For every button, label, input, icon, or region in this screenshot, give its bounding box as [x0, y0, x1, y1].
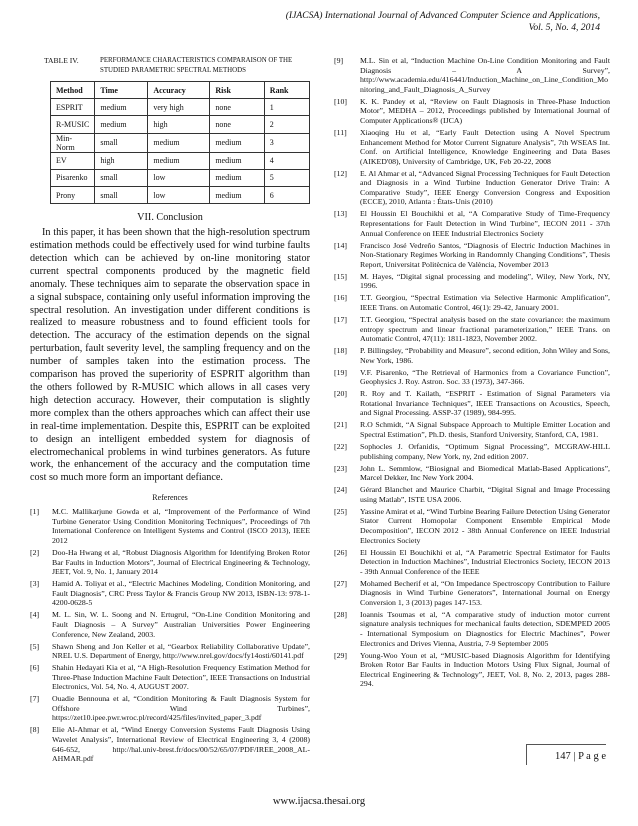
reference-item — [334, 209, 610, 238]
footer-vertical-divider — [526, 745, 527, 765]
conclusion-text: In this paper, it has been shown that the high-resolution spectrum estimation methods could be effectively used for wind turbine faults detection which can be achieved by on-line monitoring stator current spectral components produced by the magnetic field anomaly. These techniques aim to separate the observation space in a signal subspace, containing only useful information improving the spectral resolution. An investigation under different conditions is realized to measure robustness and to found efficient tools for detection. The accuracy of the estimation depends on the signal perturbation, fault severity level, the sampling frequency and on the number of samples taken into the estimation process. The comparison has proved the superiority of ESPRIT algorithm than the others followed by R-MUSIC which allows in all cases very high detection accuracy. However, their computation is slightly more complex than the others approaches which can affect their use in real-time implementation. Despite this, ESPRIT can be exploited to design an intelligent embedded system for diagnosis of electromechanical problems in wind turbines generators. As future work, the enhancement of the accuracy and the computation time cost so much more form an important defiance. — [30, 227, 310, 484]
reference-number: [9] — [334, 56, 344, 65]
table-header-cell: Method — [51, 82, 95, 99]
reference-number: [20] — [334, 389, 347, 399]
reference-text: M.C. Mallikarjune Gowda et al, “Improvement of the Performance of Wind Turbine Generator Using Condition Monitoring Techniques”, Proceedings of 7th International Conference on Intelligent Systems and Control (ISCO 2013), IEEE 2012 — [52, 507, 310, 546]
reference-item — [334, 97, 610, 126]
reference-number: [19] — [334, 367, 347, 377]
table-cell: small — [95, 186, 148, 203]
table-caption — [44, 56, 310, 75]
reference-item — [334, 169, 610, 207]
reference-text: Elie Al-Ahmar et al, “Wind Energy Conversion Systems Fault Diagnosis Using Wavelet Analysis”, International Review of Electrical Engineering 3, 4 (2008) 646-652, http://hal.univ-brest.fr/docs/00/52/65/07/PDF/IREE_2008_AL-AHMAR.pdf — [52, 725, 310, 764]
table-row — [51, 116, 310, 133]
reference-list-left — [30, 507, 310, 764]
table-row — [51, 152, 310, 169]
reference-text: Gérard Blanchet and Maurice Charbit, “Digital Signal and Image Processing using Matlab”, ISTE USA 2006. — [360, 485, 610, 504]
table-cell: Pisarenko — [51, 169, 95, 186]
footer-divider — [526, 744, 606, 745]
comparison-table — [50, 81, 310, 204]
table-cell: medium — [210, 152, 264, 169]
reference-item — [30, 694, 310, 723]
table-cell: medium — [95, 99, 148, 116]
table-cell: high — [148, 116, 210, 133]
reference-item — [334, 241, 610, 270]
reference-number: [2] — [30, 548, 40, 558]
table-row — [51, 186, 310, 203]
table-cell: 5 — [264, 169, 309, 186]
reference-number: [21] — [334, 420, 347, 430]
table-cell: medium — [148, 133, 210, 152]
reference-text: Shahin Hedayati Kia et al, “A High-Resolution Frequency Estimation Method for Three-Phase Induction Machine Fault Detection”, IEEE Transactions on Industrial Electronics, Vol. 54, No. 4, AUGUST 2007. — [52, 663, 310, 692]
table-cell: medium — [210, 169, 264, 186]
table-header-cell: Time — [95, 82, 148, 99]
reference-text: Doo-Ha Hwang et al, “Robust Diagnosis Algorithm for Identifying Broken Rotor Bar Faults in Induction Motors”, Journal of Electrical Engineering & Technology, JEET, Vol. 9, No. 1, January 2014 — [52, 548, 310, 577]
reference-item — [334, 548, 610, 577]
table-cell: 4 — [264, 152, 309, 169]
reference-number: [8] — [30, 725, 40, 735]
reference-text: P. Billingsley, “Probability and Measure”, second edition, John Wiley and Sons, New York, 1986. — [360, 346, 610, 365]
reference-item — [334, 293, 610, 312]
table-cell: ESPRIT — [51, 99, 95, 116]
reference-number: [7] — [30, 694, 40, 704]
table-cell: R-MUSIC — [51, 116, 95, 133]
reference-text: T.T. Georgiou, “Spectral analysis based on the state covariance: the maximum entropy spectrum and linear fractional parameterization,” IEEE Trans. on Automatic Control, 47(11): 1811-1823, November 2002. — [360, 314, 610, 344]
reference-text: V.F. Pisarenko, “The Retrieval of Harmonics from a Covariance Function”, Geophysics J. Roy. Astron. Soc. 33 (1973), 347-366. — [360, 367, 610, 387]
table-header-cell: Rank — [264, 82, 309, 99]
reference-item — [334, 610, 610, 648]
page-number: 147 | P a g e — [555, 751, 606, 762]
reference-number: [3] — [30, 579, 40, 589]
reference-item — [334, 420, 610, 439]
table-row — [51, 99, 310, 116]
reference-number: [11] — [334, 127, 347, 137]
reference-text: John L. Semmlow, “Biosignal and Biomedical Matlab-Based Applications”, Marcel Dekker, Inc New York 2004. — [360, 463, 610, 483]
reference-number: [5] — [30, 641, 40, 651]
journal-header — [286, 10, 600, 34]
reference-number: [16] — [334, 293, 347, 303]
reference-text: K. K. Pandey et al, “Review on Fault Diagnosis in Three-Phase Induction Motor”, MEDHA – 2012, Proceedings published by International Journal of Computer Applications® (IJCA) — [360, 96, 610, 125]
table-cell: Min-Norm — [51, 133, 95, 152]
table-cell: none — [210, 116, 264, 133]
reference-item — [30, 548, 310, 577]
reference-number: [27] — [334, 578, 347, 588]
reference-item — [30, 642, 310, 661]
reference-item — [334, 368, 610, 387]
table-cell: medium — [95, 116, 148, 133]
journal-volume: Vol. 5, No. 4, 2014 — [528, 22, 600, 33]
table-row — [51, 169, 310, 186]
table-cell: very high — [148, 99, 210, 116]
reference-text: M.L. Sin et al, “Induction Machine On-Line Condition Monitoring and Fault Diagnosis – A Survey”, http://www.academia.edu/416441/Induction_Machine_on_Line_Condition_Monitoring_and_Fault_Diagnosis_A_Survey — [360, 56, 610, 94]
table-header-row — [51, 82, 310, 99]
conclusion-heading: VII. Conclusion — [137, 212, 203, 224]
reference-text: El Houssin El Bouchikhi et al, “A Parametric Spectral Estimator for Faults Detection in Induction Machines”, Industrial Electronics Society, IECON 2013 - 39th Annual Conference of the IEEE — [360, 547, 610, 576]
table-number: TABLE IV. — [44, 56, 79, 65]
table-cell: 6 — [264, 186, 309, 203]
reference-number: [4] — [30, 610, 40, 620]
reference-text: Ouadie Bennouna et al, “Condition Monitoring & Fault Diagnosis System for Offshore Wind Turbines”, https://zet10.ipee.pwr.wroc.pl/record/425/files/invited_paper_3.pdf — [52, 694, 310, 723]
reference-text: El Houssin El Bouchikhi et al, “A Comparative Study of Time-Frequency Representations for Fault Detection in Wind Turbine”, IECON 2011 - 37th Annual Conference on IEEE Industrial Electronics Society — [360, 209, 610, 238]
reference-text: R. Roy and T. Kailath, “ESPRIT - Estimation of Signal Parameters via Rotational Invariance Techniques”, IEEE Transactions on Acoustics, Speech, and Signal Processing. ASSP-37 (1989), 984-995. — [360, 389, 610, 418]
table-header-cell: Risk — [210, 82, 264, 99]
table-cell: small — [95, 133, 148, 152]
reference-text: Hamid A. Toliyat et al., “Electric Machines Modeling, Condition Monitoring, and Fault Diagnosis”, CRC Press Taylor & Francis Group NW 2013, ISBN-13: 978-1-4200-0628-5 — [52, 579, 310, 608]
reference-number: [22] — [334, 442, 347, 452]
reference-number: [6] — [30, 663, 40, 673]
reference-text: Ioannis Tsoumas et al, “A comparative study of induction motor current signature analysis techniques for mechanical faults detection, SDEMPED 2005 - International Symposium on Diagnostics for Electric Machines”, Power Electronics and Drives Vienna, Austria, 7-9 September 2005 — [360, 609, 610, 648]
reference-item — [334, 579, 610, 608]
reference-number: [13] — [334, 209, 347, 219]
reference-list-right — [334, 56, 610, 689]
table-body — [51, 99, 310, 204]
reference-number: [25] — [334, 506, 347, 516]
reference-text: Xiaoqing Hu et al, “Early Fault Detection using A Novel Spectrum Enhancement Method for Motor Current Signature Analysis”, 7th WSEAS Int. Conf. on Artificial Intelligence, Knowledge Engineering and Data Bases (AIKED'08), University of Cambridge, UK, Feb 20-22, 2008 — [360, 127, 610, 166]
reference-item — [30, 579, 310, 608]
table-cell: low — [148, 186, 210, 203]
reference-text: M. Hayes, “Digital signal processing and modeling”, Wiley, New York, NY, 1996. — [360, 271, 610, 291]
table-cell: small — [95, 169, 148, 186]
table-row — [51, 133, 310, 152]
table-cell: 2 — [264, 116, 309, 133]
reference-item — [334, 442, 610, 461]
reference-item — [334, 272, 610, 291]
reference-number: [18] — [334, 346, 347, 356]
reference-number: [24] — [334, 485, 347, 495]
reference-item — [334, 128, 610, 166]
table-cell: low — [148, 169, 210, 186]
reference-item — [30, 507, 310, 545]
reference-text: Sophocles J. Orfanidis, “Optimum Signal Processing”, MCGRAW-HILL publishing company, New York, ny, 2nd edition 2007. — [360, 442, 610, 461]
table-cell: EV — [51, 152, 95, 169]
reference-text: R.O Schmidt, “A Signal Subspace Approach to Multiple Emitter Location and Spectral Estimation”, Ph.D. thesis, Stanford University, Stanford, CA, 1981. — [360, 420, 610, 440]
reference-number: [12] — [334, 168, 347, 178]
reference-text: Yassine Amirat et al, “Wind Turbine Bearing Failure Detection Using Generator Stator Current Homopolar Component Ensemble Empirical Mode Decomposition”, IECON 2012 - 38th Annual Conference on IEEE Industrial Electronics Society — [360, 506, 610, 545]
reference-text: Young-Woo Youn et al, “MUSIC-based Diagnosis Algorithm for Identifying Broken Rotor Bar Faults in Induction Motors Using Flux Signal, Journal of Electrical Engineering & Technology”, JEET, Vol. 8, No. 2, 2013, pages 288-294. — [360, 650, 610, 689]
reference-item — [334, 56, 610, 94]
references-heading: References — [152, 493, 188, 503]
table-cell: none — [210, 99, 264, 116]
reference-item — [334, 346, 610, 365]
journal-title: (IJACSA) International Journal of Advanced Computer Science and Applications, — [285, 10, 600, 21]
reference-item — [30, 725, 310, 763]
reference-item — [334, 315, 610, 344]
left-column — [30, 56, 310, 766]
table-header-cell: Accuracy — [148, 82, 210, 99]
reference-item — [30, 663, 310, 692]
table-cell: medium — [210, 133, 264, 152]
reference-number: [26] — [334, 547, 347, 557]
reference-item — [30, 610, 310, 639]
journal-url: www.ijacsa.thesai.org — [272, 796, 366, 807]
reference-number: [1] — [30, 507, 40, 517]
table-cell: medium — [148, 152, 210, 169]
table-cell: high — [95, 152, 148, 169]
reference-number: [17] — [334, 314, 347, 324]
reference-number: [28] — [334, 609, 347, 619]
reference-number: [29] — [334, 650, 347, 660]
reference-text: T.T. Georgiou, “Spectral Estimation via Selective Harmonic Amplification”, IEEE Trans. on Automatic Control, 46(1): 29-42, January 2001. — [360, 293, 610, 312]
table-title: PERFORMANCE CHARACTERISTICS COMPARAISON OF THE STUDIED PARAMETRIC SPECTRAL METHODS — [100, 57, 293, 74]
table-cell: 1 — [264, 99, 309, 116]
reference-number: [15] — [334, 271, 347, 281]
reference-number: [10] — [334, 96, 347, 106]
reference-text: Mohamed Becherif et al, “On Impedance Spectroscopy Contribution to Failure Diagnosis in Wind Turbine Generators”, International Journal on Energy Conversion 1, 3 (2013) pages 147-153. — [360, 578, 610, 607]
table-cell: 3 — [264, 133, 309, 152]
reference-number: [14] — [334, 240, 347, 250]
reference-text: Francisco José Vedreño Santos, “Diagnosis of Electric Induction Machines in Non-Stationary Regimes Working in Randomnly Changing Conditions”, Thesis Report, Universitat Politècnica de València, November 2013 — [360, 240, 610, 269]
reference-text: M. L. Sin, W. L. Soong and N. Ertugrul, “On-Line Condition Monitoring and Fault Diagnosis – A Survey” Australian Universities Power Engineering Conference, New Zealand, 2003. — [52, 610, 310, 639]
table-cell: medium — [210, 186, 264, 203]
table-cell: Prony — [51, 186, 95, 203]
reference-item — [334, 464, 610, 483]
reference-item — [334, 389, 610, 418]
reference-text: Shawn Sheng and Jon Keller et al, “Gearbox Reliability Collaborative Update”, NREL U.S. Department of Energy, http://www.nrel.gov/docs/fy14osti/60141.pdf — [52, 641, 310, 661]
reference-text: E. Al Ahmar et al, “Advanced Signal Processing Techniques for Fault Detection and Diagnosis in a Wind Turbine Induction Generator Drive Train: A Comparative Study”, IEEE Energy Conversion Congress and Exposition (ECCE), 2010, Atlanta : États-Unis (2010) — [360, 168, 610, 207]
reference-item — [334, 485, 610, 504]
reference-item — [334, 507, 610, 545]
right-column — [334, 56, 610, 691]
reference-number: [23] — [334, 463, 347, 473]
reference-item — [334, 651, 610, 689]
